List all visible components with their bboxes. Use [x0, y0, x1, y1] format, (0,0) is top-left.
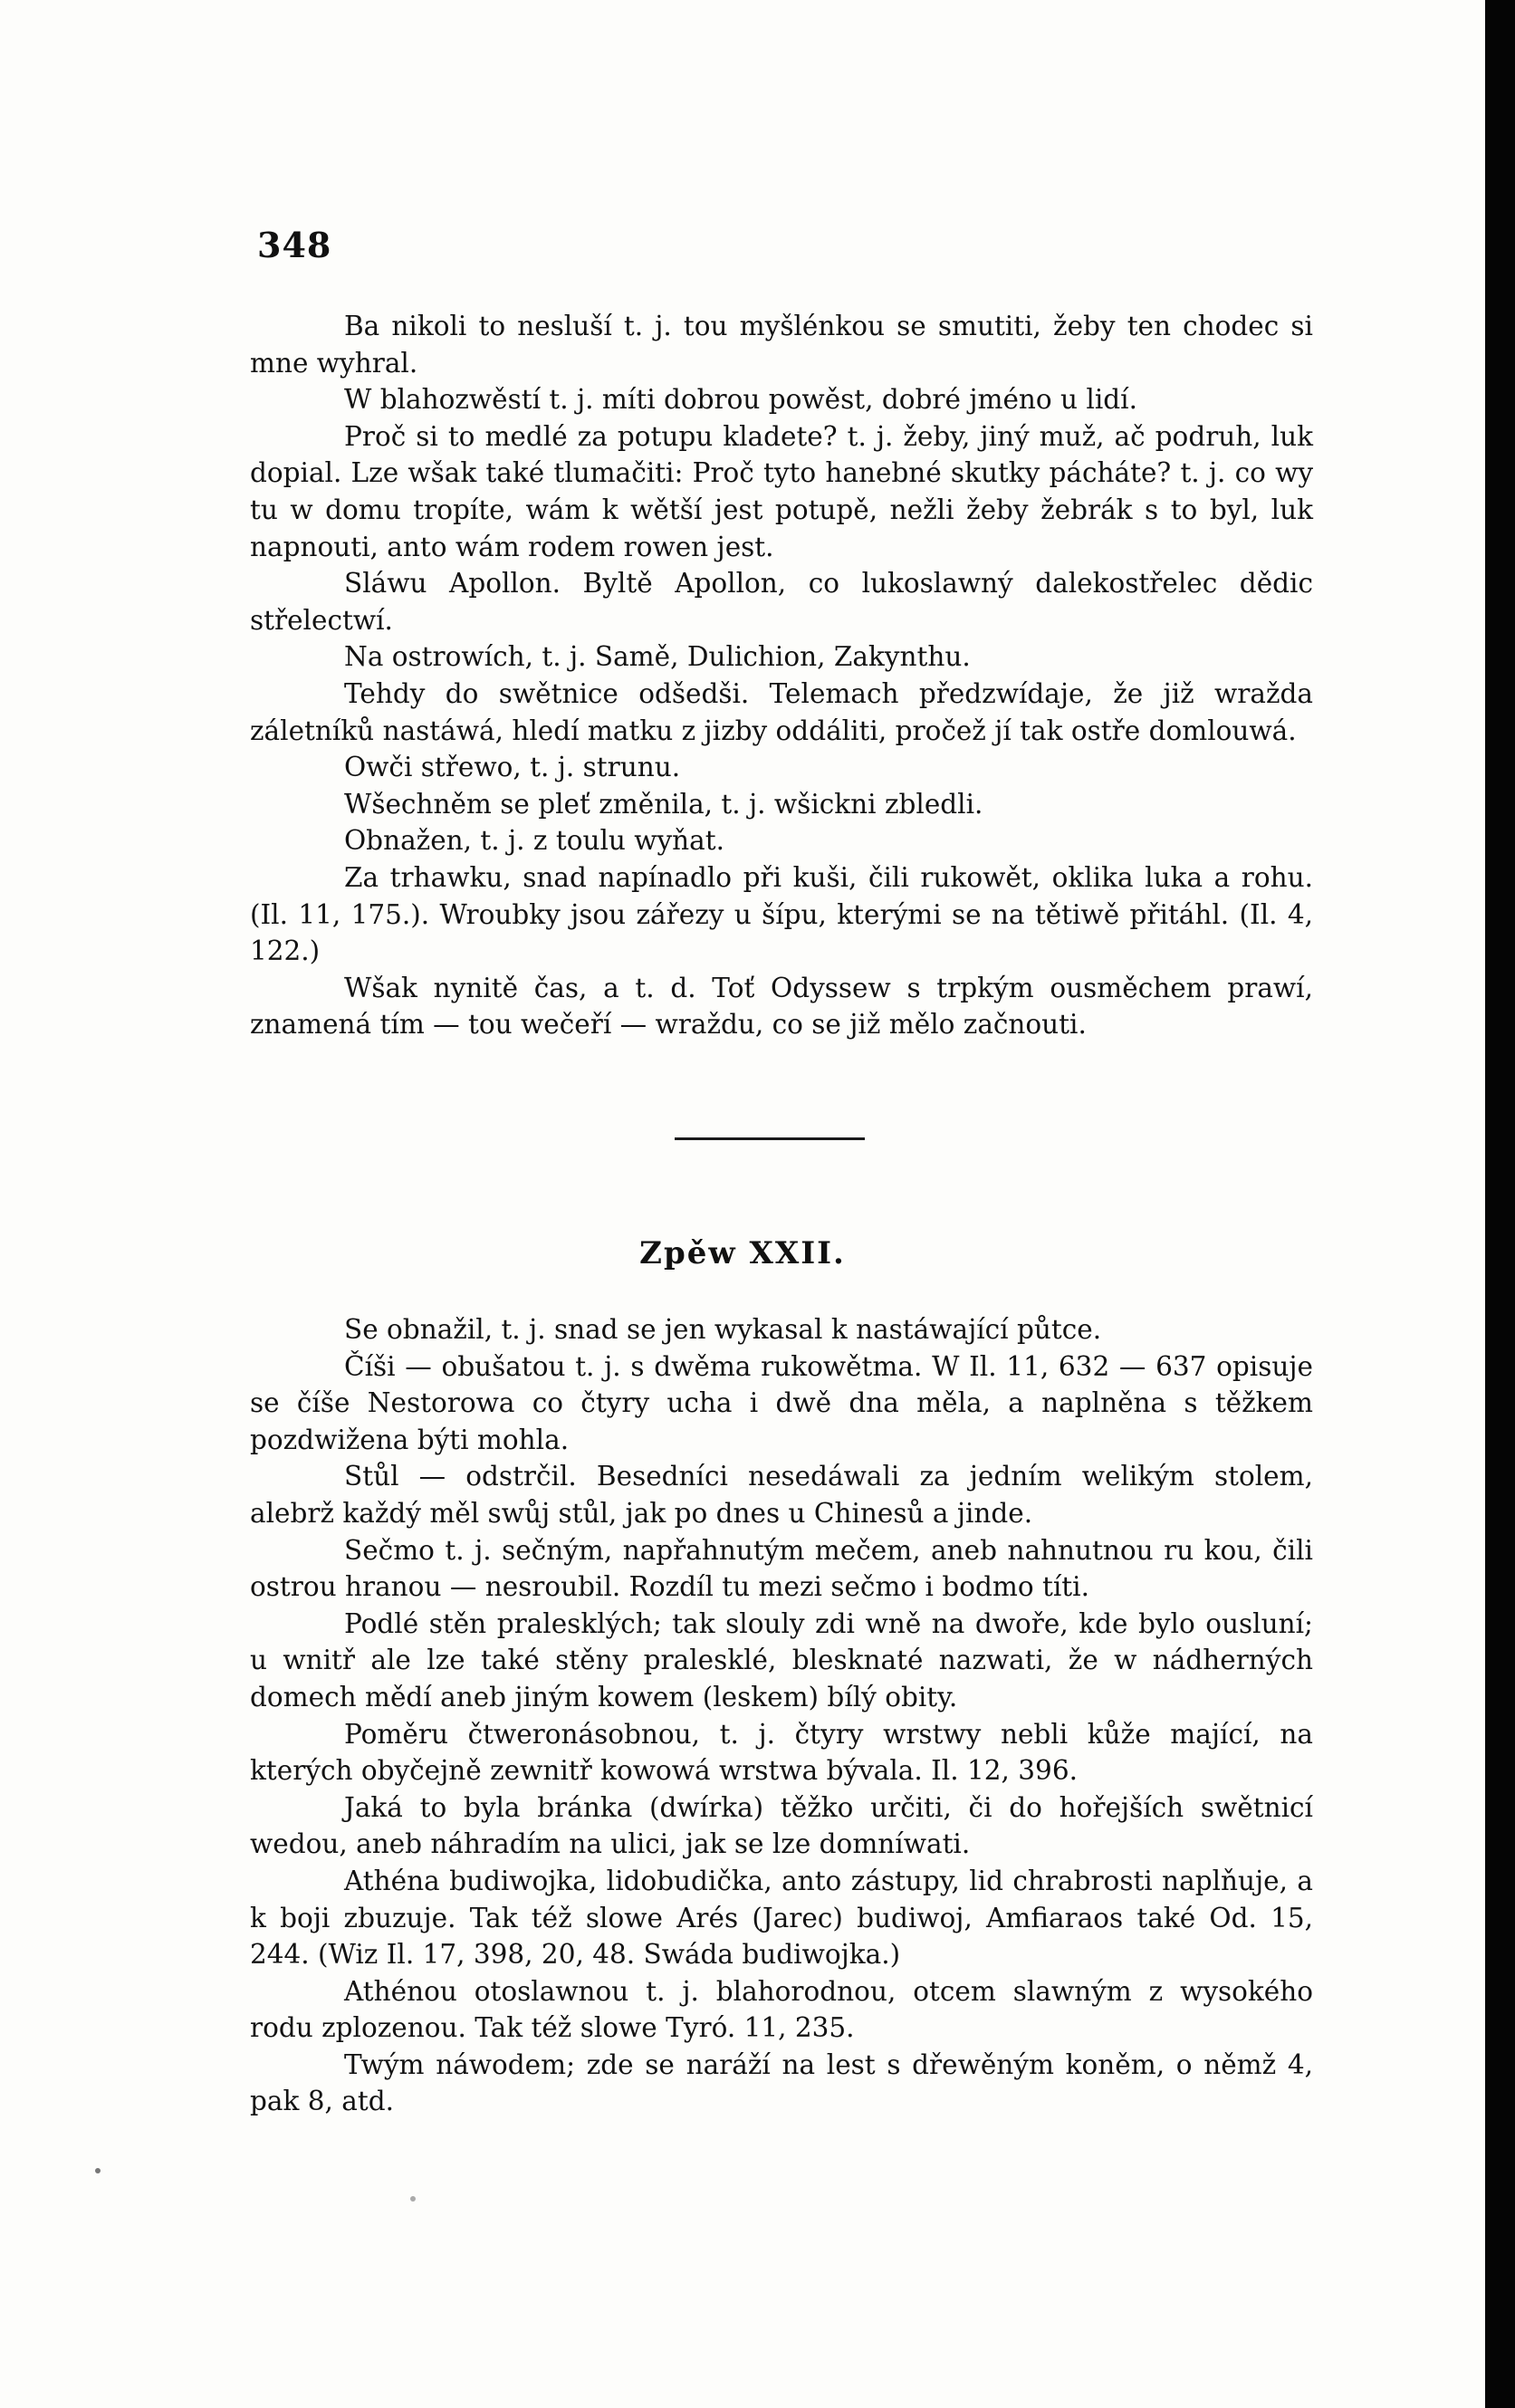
note-paragraph: Athénou otoslawnou t. j. blahorodnou, otcem slawným z wysokého rodu zplozenou. Tak též slowe Tyró. 11, 235.: [250, 1975, 1313, 2044]
note-paragraph: Proč si to medlé za potupu kladete? t. j. žeby, jiný muž, ač podruh, luk dopial. Lze wšak také tlumačiti: Proč tyto hanebné skutky pácháte? t. j. co wy tu w domu tropíte, wám k wětší jest potupě, nežli žeby žebrák s to byl, luk napnouti, anto wám rodem rowen jest.: [250, 420, 1313, 562]
note-paragraph: Se obnažil, t. j. snad se jen wykasal k nastáwající půtce.: [344, 1314, 1102, 1345]
scan-border: [1485, 0, 1515, 2408]
speck: [95, 2168, 101, 2173]
note-paragraph: Za trhawku, snad napínadlo při kuši, čili rukowět, oklika luka a rohu. (Il. 11, 175.). Wroubky jsou zářezy u šípu, kterými se na tětiwě přitáhl. (Il. 4, 122.): [250, 861, 1313, 967]
note-paragraph: Owči střewo, t. j. strunu.: [344, 752, 681, 783]
note-paragraph: Obnažen, t. j. z toulu wyňat.: [344, 825, 725, 857]
speck: [410, 2196, 416, 2202]
note-paragraph: Wšak nynitě čas, a t. d. Toť Odyssew s trpkým ousměchem prawí, znamená tím — tou wečeří — wraždu, co se již mělo začnouti.: [250, 972, 1313, 1041]
page-number: 348: [257, 225, 332, 265]
note-paragraph: W blahozwěstí t. j. míti dobrou powěst, dobré jméno u lidí.: [344, 384, 1137, 416]
note-paragraph: Podlé stěn pralesklých; tak slouly zdi wně na dwoře, kde bylo ousluní; u wnitř ale lze také stěny pralesklé, blesknaté nazwati, že w nádherných domech mědí aneb jiným kowem (leskem) bílý obity.: [250, 1607, 1313, 1712]
note-paragraph: Stůl — odstrčil. Besedníci nesedáwali za jedním welikým stolem, alebrž každý měl swůj stůl, jak po dnes u Chinesů a jinde.: [250, 1461, 1313, 1529]
note-paragraph: Wšechněm se pleť změnila, t. j. wšickni zbledli.: [344, 788, 983, 820]
section-heading: Zpěw XXII.: [639, 1235, 846, 1271]
note-paragraph: Sečmo t. j. sečným, napřahnutým mečem, aneb nahnutnou ru kou, čili ostrou hranou — nesroubil. Rozdíl tu mezi sečmo i bodmo títi.: [250, 1534, 1313, 1603]
note-paragraph: Číši — obušatou t. j. s dwěma rukowětma. W Il. 11, 632 — 637 opisuje se číše Nestorowa co čtyry ucha i dwě dna měla, a naplněna s těžkem pozdwižena býti mohla.: [250, 1350, 1313, 1455]
note-paragraph: Ba nikoli to nesluší t. j. tou myšlénkou se smutiti, žeby ten chodec si mne wyhral.: [250, 311, 1313, 379]
note-paragraph: Jaká to byla bránka (dwírka) těžko určiti, či do hořejších swětnicí wedou, aneb náhradím na ulici, jak se lze domníwati.: [250, 1791, 1313, 1860]
note-paragraph: Twým náwodem; zde se naráží na lest s dřewěným koněm, o němž 4, pak 8, atd.: [250, 2048, 1313, 2117]
note-paragraph: Tehdy do swětnice odšedši. Telemach předzwídaje, že již wražda záletníků nastáwá, hledí matku z jizby oddáliti, pročež jí tak ostře domlouwá.: [250, 677, 1313, 746]
note-paragraph: Poměru čtweronásobnou, t. j. čtyry wrstwy nebli kůže mající, na kterých obyčejně zewnitř kowowá wrstwa bývala. Il. 12, 396.: [250, 1718, 1313, 1787]
note-paragraph: Na ostrowích, t. j. Samě, Dulichion, Zakynthu.: [344, 641, 971, 673]
note-paragraph: Sláwu Apollon. Byltě Apollon, co lukoslawný dalekostřelec dědic střelectwí.: [250, 568, 1313, 636]
note-paragraph: Athéna budiwojka, lidobudička, anto zástupy, lid chrabrosti naplňuje, a k boji zbuzuje. Tak též slowe Arés (Jarec) budiwoj, Amfiaraos také Od. 15, 244. (Wiz Il. 17, 398, 20, 48. Swáda budiwojka.): [250, 1865, 1313, 1971]
